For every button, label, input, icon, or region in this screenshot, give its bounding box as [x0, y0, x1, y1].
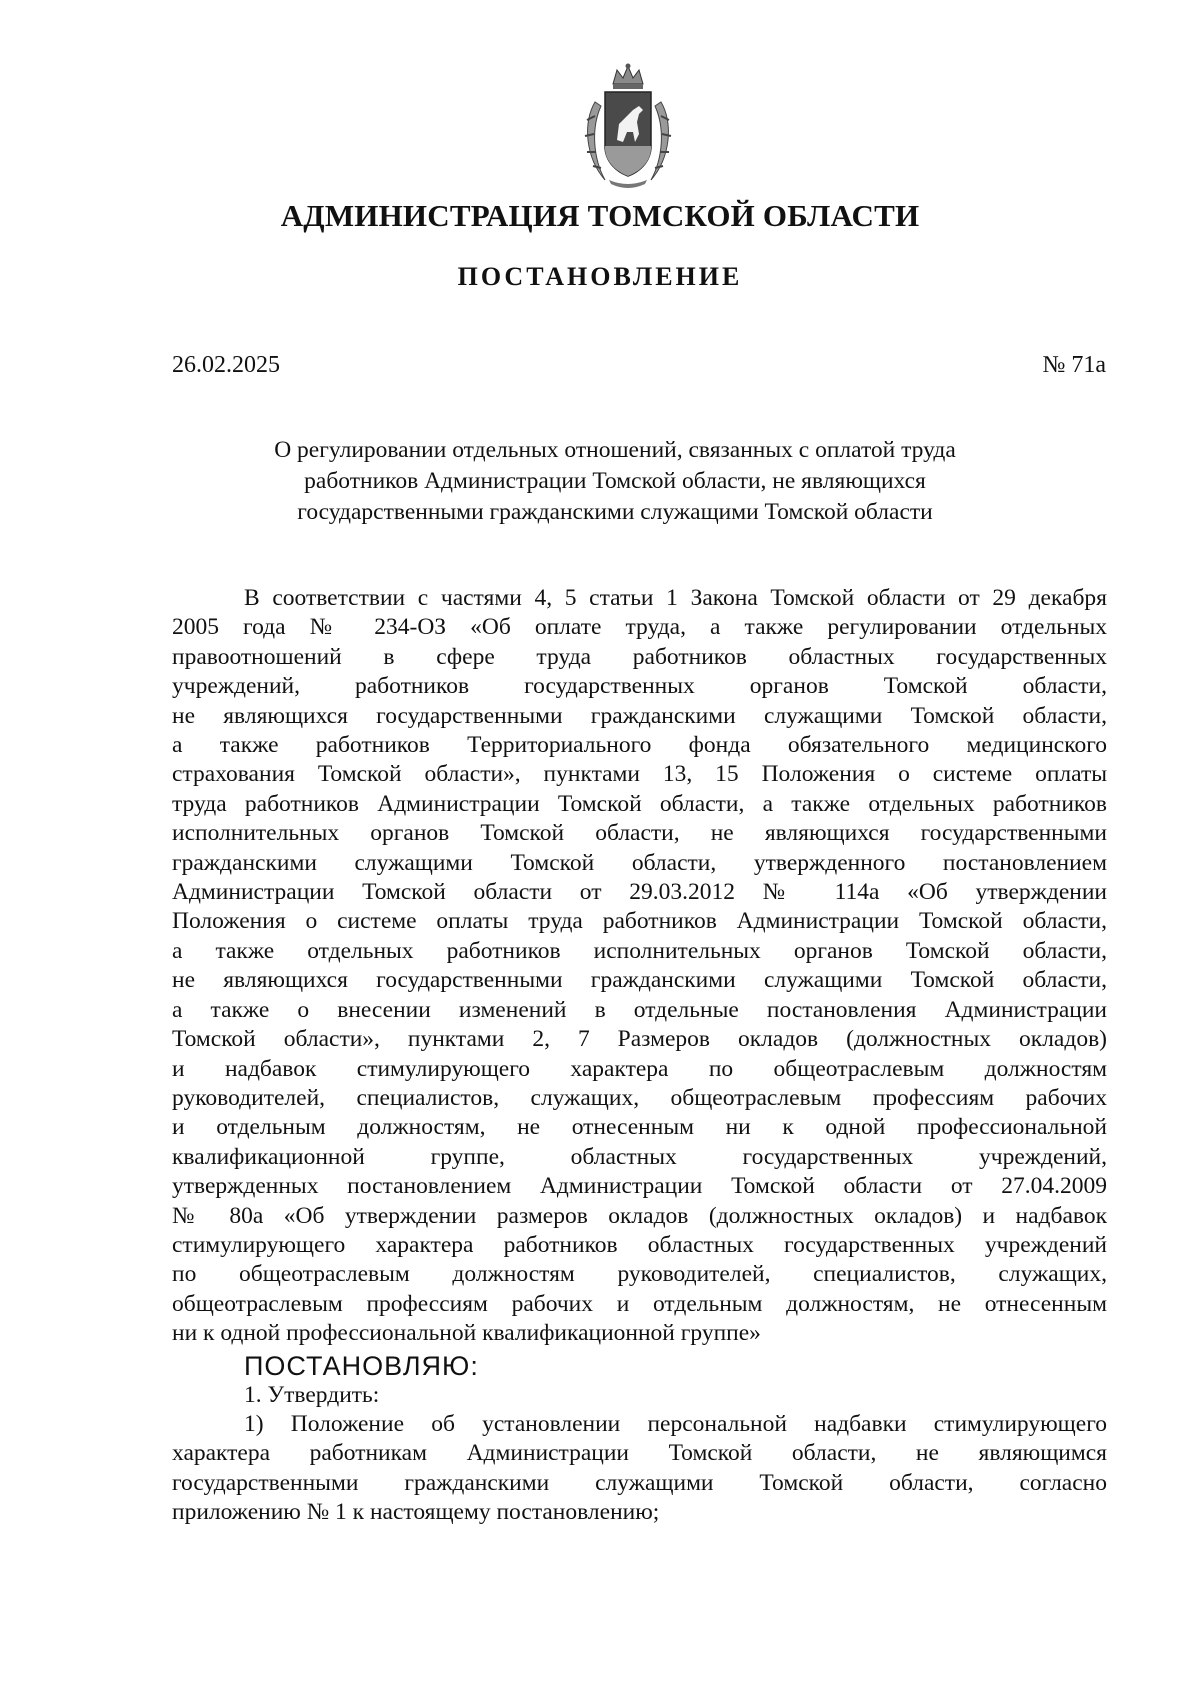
preamble-line: исполнительных органов Томской области, не являющихся государственными [172, 820, 1107, 847]
preamble-line: гражданскими служащими Томской области, утвержденного постановлением [172, 849, 1107, 876]
document-date: 26.02.2025 [172, 352, 280, 378]
preamble-line: руководителей, специалистов, служащих, общеотраслевым профессиям рабочих [172, 1084, 1107, 1111]
document-subject [200, 435, 1030, 528]
organization-name: АДМИНИСТРАЦИЯ ТОМСКОЙ ОБЛАСТИ [280, 198, 920, 233]
subject-line: государственными гражданскими служащими Томской области [297, 499, 933, 525]
document-type-title: ПОСТАНОВЛЕНИЕ [457, 262, 743, 291]
preamble-line: а также отдельных работников исполнительных органов Томской области, [172, 937, 1107, 964]
preamble-line: а также работников Территориального фонда обязательного медицинского [172, 732, 1107, 759]
preamble-line: В соответствии с частями 4, 5 статьи 1 Закона Томской области от 29 декабря [244, 585, 1107, 611]
document-number: № 71а [1042, 352, 1106, 378]
preamble-line: а также о внесении изменений в отдельные постановления Администрации [172, 996, 1107, 1023]
item-1-1-line: государственными гражданскими служащими Томской области, согласно [172, 1469, 1107, 1496]
preamble-line: труда работников Администрации Томской области, а также отдельных работников [172, 790, 1107, 817]
preamble-line: правоотношений в сфере труда работников областных государственных [172, 643, 1107, 670]
preamble-line: № 80а «Об утверждении размеров окладов (должностных окладов) и надбавок [172, 1202, 1107, 1229]
preamble-line: Администрации Томской области от 29.03.2012 № 114а «Об утверждении [172, 879, 1107, 906]
preamble-line: ни к одной профессиональной квалификационной группе» [172, 1320, 761, 1347]
subject-line: О регулировании отдельных отношений, связанных с оплатой труда [274, 437, 956, 463]
item-1-1-line: приложению № 1 к настоящему постановлению; [172, 1499, 660, 1526]
coat-of-arms-icon [573, 62, 683, 194]
decree-word: ПОСТАНОВЛЯЮ: [244, 1350, 479, 1381]
item-1-1-line: 1) Положение об установлении персональной надбавки стимулирующего [244, 1410, 1107, 1437]
preamble-line: страхования Томской области», пунктами 13, 15 Положения о системе оплаты [172, 761, 1107, 788]
preamble-line: стимулирующего характера работников областных государственных учреждений [172, 1231, 1107, 1258]
preamble-line: Томской области», пунктами 2, 7 Размеров окладов (должностных окладов) [172, 1026, 1107, 1053]
document-body [172, 584, 1107, 1528]
item-1-1-line: характера работникам Администрации Томской области, не являющимся [172, 1440, 1107, 1467]
preamble-line: не являющихся государственными гражданскими служащими Томской области, [172, 702, 1107, 729]
preamble-line: общеотраслевым профессиям рабочих и отдельным должностям, не отнесенным [172, 1290, 1107, 1317]
preamble-line: и надбавок стимулирующего характера по общеотраслевым должностям [172, 1055, 1107, 1082]
preamble-line: квалификационной группе, областных государственных учреждений, [172, 1143, 1107, 1170]
preamble-line: и отдельным должностям, не отнесенным ни к одной профессиональной [172, 1114, 1107, 1141]
preamble-line: не являющихся государственными гражданскими служащими Томской области, [172, 967, 1107, 994]
preamble-line: учреждений, работников государственных органов Томской области, [172, 673, 1107, 700]
preamble-line: 2005 года № 234-ОЗ «Об оплате труда, а также регулировании отдельных [172, 614, 1107, 641]
preamble-line: по общеотраслевым должностям руководителей, специалистов, служащих, [172, 1261, 1107, 1288]
subject-line: работников Администрации Томской области, не являющихся [304, 468, 926, 494]
item-1: 1. Утвердить: [244, 1381, 380, 1408]
preamble-line: утвержденных постановлением Администрации Томской области от 27.04.2009 [172, 1173, 1107, 1200]
preamble-line: Положения о системе оплаты труда работников Администрации Томской области, [172, 908, 1107, 935]
